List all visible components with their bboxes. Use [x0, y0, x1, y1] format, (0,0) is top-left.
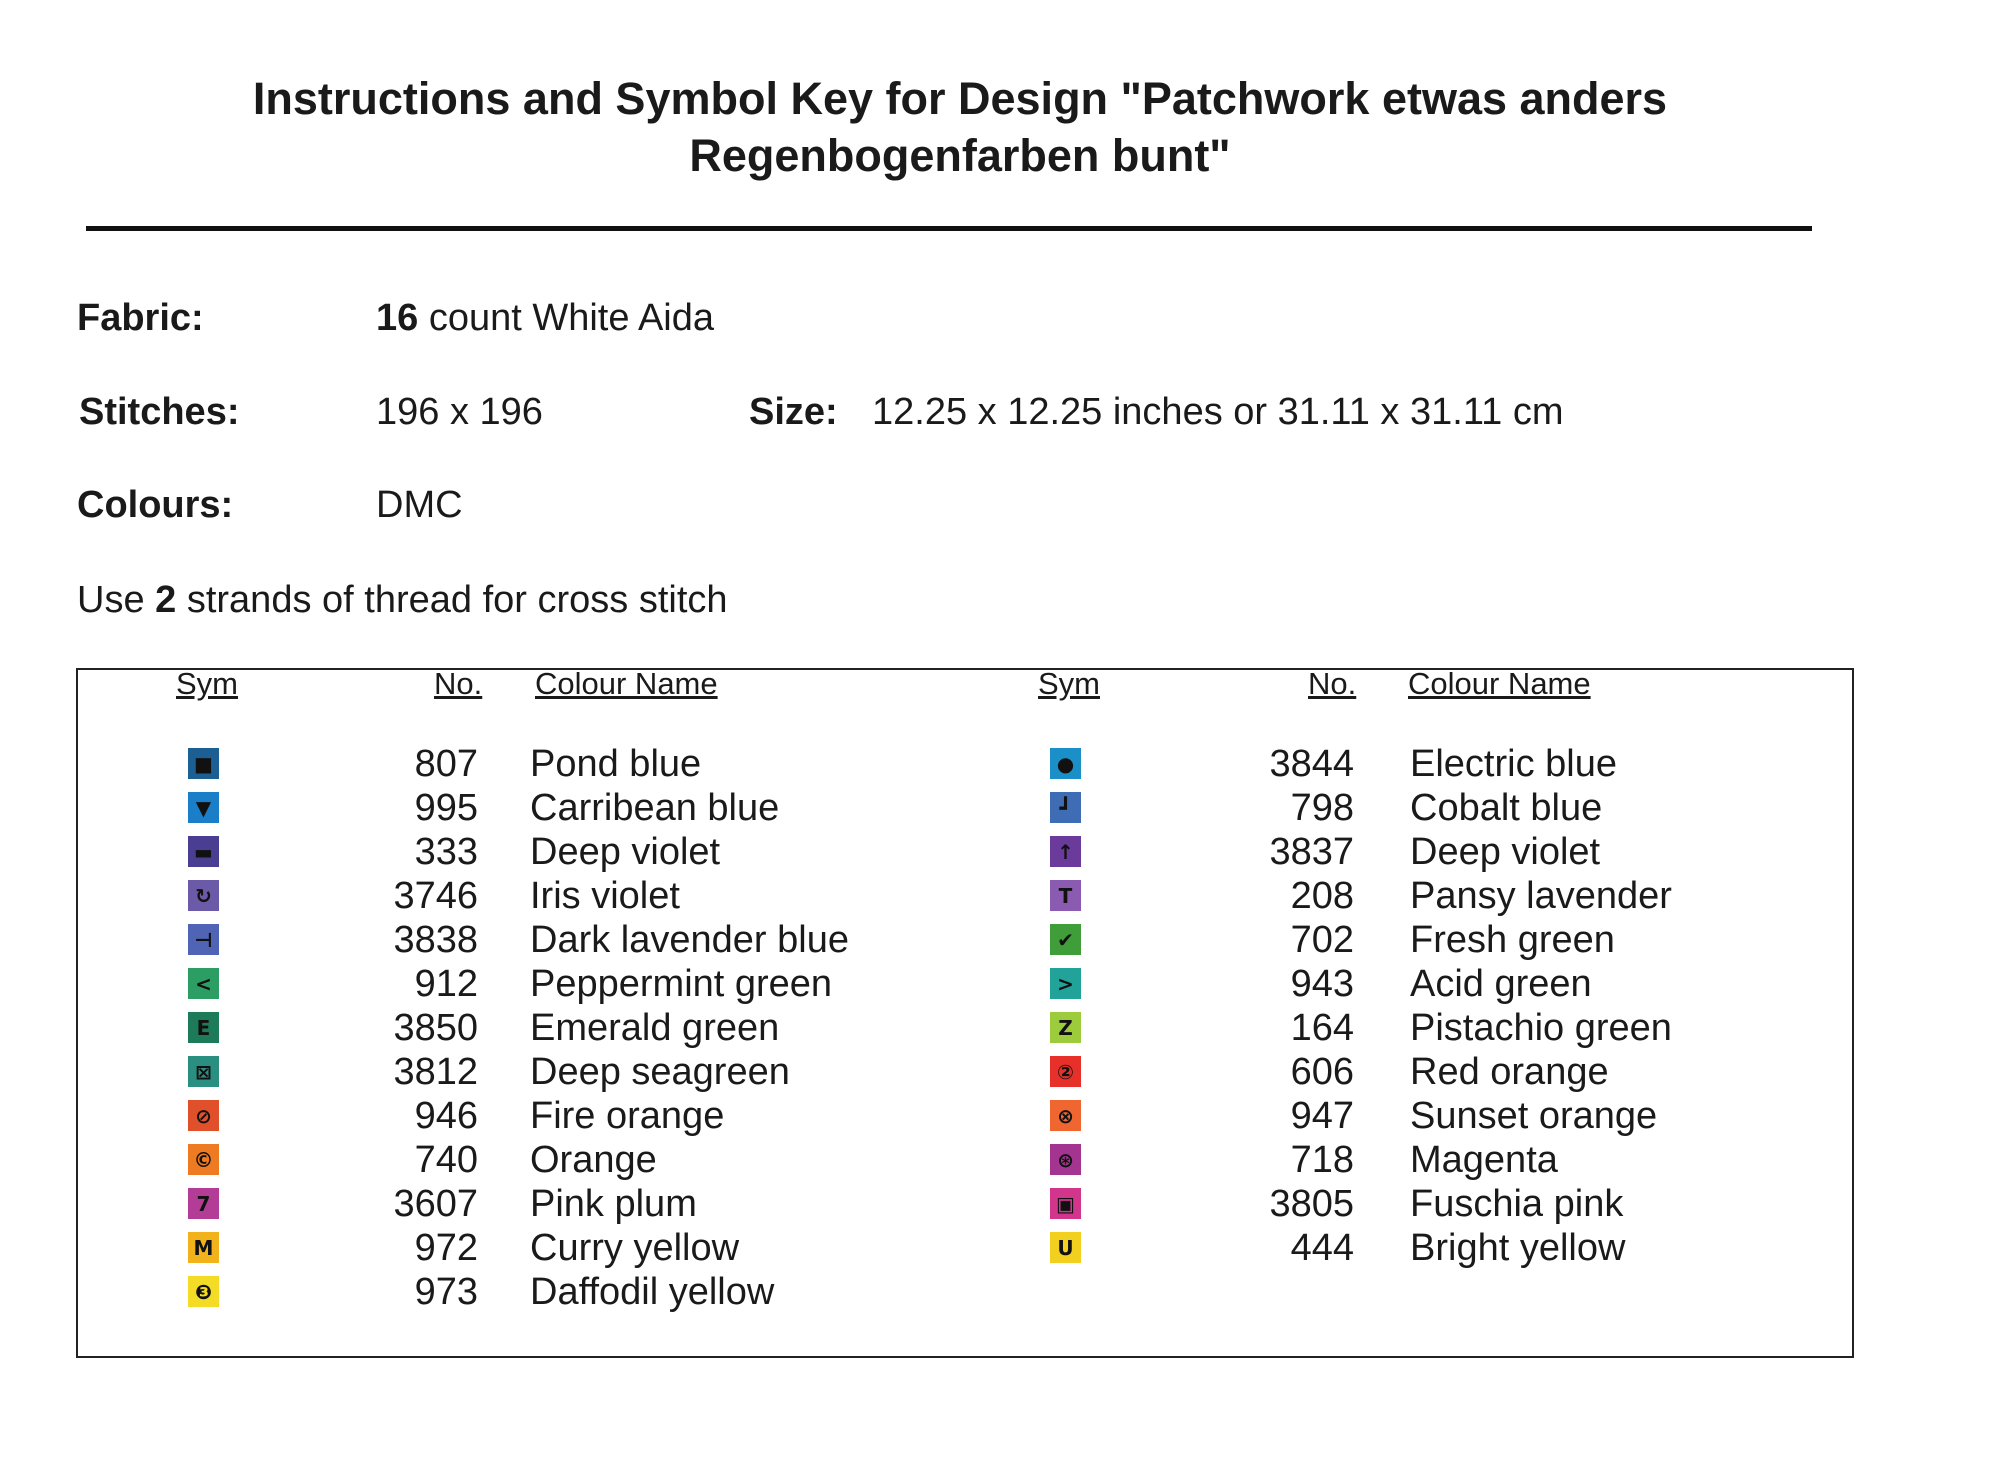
thread-number: 946 [414, 1095, 478, 1137]
colour-name: Pistachio green [1410, 1007, 1672, 1049]
thread-number: 3837 [1269, 831, 1354, 873]
thread-symbol-icon: ↻ [188, 880, 219, 911]
strands-pre: Use [77, 579, 156, 621]
thread-number: 333 [414, 831, 478, 873]
page-title [190, 70, 1730, 184]
colour-name: Sunset orange [1410, 1095, 1658, 1137]
thread-symbol-icon: ⊛ [1050, 1144, 1081, 1175]
colour-name: Pink plum [530, 1183, 697, 1225]
thread-number: 3812 [393, 1051, 478, 1093]
thread-number: 3838 [393, 919, 478, 961]
thread-symbol-icon: 7 [188, 1188, 219, 1219]
thread-symbol-icon: ▣ [1050, 1188, 1081, 1219]
fabric-label: Fabric: [77, 297, 204, 339]
thread-symbol-icon: ❸ [188, 1276, 219, 1307]
colour-name: Iris violet [530, 875, 680, 917]
thread-symbol-icon: E [188, 1012, 219, 1043]
thread-number: 973 [414, 1271, 478, 1313]
colour-name: Cobalt blue [1410, 787, 1603, 829]
thread-number: 3844 [1269, 743, 1354, 785]
colours-value: DMC [376, 484, 463, 526]
fabric-count: 16 [376, 297, 419, 339]
thread-number: 3850 [393, 1007, 478, 1049]
header-sym-right: Sym [1038, 666, 1100, 701]
thread-symbol-icon: ┛ [1050, 792, 1081, 823]
title-line-2: Regenbogenfarben bunt" [689, 130, 1231, 181]
thread-number: 444 [1290, 1227, 1354, 1269]
colour-name: Electric blue [1410, 743, 1617, 785]
thread-symbol-icon: ▼ [188, 792, 219, 823]
thread-symbol-icon: U [1050, 1232, 1081, 1263]
colour-name: Peppermint green [530, 963, 833, 1005]
header-name-right: Colour Name [1408, 666, 1591, 701]
fabric-value [376, 296, 714, 340]
colour-name: Carribean blue [530, 787, 780, 829]
thread-number: 3805 [1269, 1183, 1354, 1225]
title-line-1: Instructions and Symbol Key for Design "Patchwork etwas anders [252, 73, 1668, 124]
size-value: 12.25 x 12.25 inches or 31.11 x 31.11 cm [872, 391, 1564, 433]
strands-post: strands of thread for cross stitch [176, 579, 728, 621]
size-label: Size: [749, 391, 838, 433]
colour-name: Dark lavender blue [530, 919, 849, 961]
thread-number: 606 [1290, 1051, 1354, 1093]
thread-symbol-icon: M [188, 1232, 219, 1263]
header-no-right: No. [1308, 666, 1357, 701]
thread-symbol-icon: Z [1050, 1012, 1081, 1043]
colour-name: Fire orange [530, 1095, 725, 1137]
thread-symbol-icon: T [1050, 880, 1081, 911]
thread-number: 3607 [393, 1183, 478, 1225]
thread-symbol-icon: ⊗ [1050, 1100, 1081, 1131]
header-name-left: Colour Name [535, 666, 718, 701]
colour-name: Pond blue [530, 743, 702, 785]
thread-number: 943 [1290, 963, 1354, 1005]
strands-count: 2 [155, 579, 177, 621]
fabric-description: count White Aida [418, 297, 715, 339]
thread-number: 164 [1290, 1007, 1354, 1049]
colour-name: Deep violet [1410, 831, 1601, 873]
thread-symbol-icon: © [188, 1144, 219, 1175]
colour-name: Curry yellow [530, 1227, 740, 1269]
thread-symbol-icon: > [1050, 968, 1081, 999]
thread-number: 3746 [393, 875, 478, 917]
colour-name: Emerald green [530, 1007, 780, 1049]
thread-symbol-icon: ⊣ [188, 924, 219, 955]
title-divider [86, 226, 1812, 231]
colours-label: Colours: [77, 484, 234, 526]
thread-number: 995 [414, 787, 478, 829]
colour-name: Orange [530, 1139, 657, 1181]
thread-number: 702 [1290, 919, 1354, 961]
colour-name: Acid green [1410, 963, 1592, 1005]
colour-name: Pansy lavender [1410, 875, 1672, 917]
colour-name: Fresh green [1410, 919, 1615, 961]
colour-name: Bright yellow [1410, 1227, 1626, 1269]
colour-name: Magenta [1410, 1139, 1558, 1181]
thread-symbol-icon: ■ [188, 748, 219, 779]
thread-number: 740 [414, 1139, 478, 1181]
thread-symbol-icon: ▬ [188, 836, 219, 867]
stitches-value: 196 x 196 [376, 391, 543, 433]
thread-symbol-icon: ✔ [1050, 924, 1081, 955]
thread-number: 807 [414, 743, 478, 785]
header-sym-left: Sym [176, 666, 238, 701]
thread-number: 972 [414, 1227, 478, 1269]
thread-symbol-icon: ⊘ [188, 1100, 219, 1131]
thread-number: 947 [1290, 1095, 1354, 1137]
thread-number: 798 [1290, 787, 1354, 829]
strands-instruction [77, 578, 728, 622]
thread-symbol-icon: ● [1050, 748, 1081, 779]
thread-number: 208 [1290, 875, 1354, 917]
colour-name: Daffodil yellow [530, 1271, 775, 1313]
thread-number: 912 [414, 963, 478, 1005]
header-no-left: No. [434, 666, 483, 701]
stitches-label: Stitches: [79, 391, 240, 433]
thread-symbol-icon: ↑ [1050, 836, 1081, 867]
colour-name: Deep violet [530, 831, 721, 873]
thread-symbol-icon: < [188, 968, 219, 999]
thread-number: 718 [1290, 1139, 1354, 1181]
colour-name: Fuschia pink [1410, 1183, 1624, 1225]
colour-name: Red orange [1410, 1051, 1609, 1093]
thread-symbol-icon: ⊠ [188, 1056, 219, 1087]
thread-symbol-icon: ② [1050, 1056, 1081, 1087]
colour-name: Deep seagreen [530, 1051, 790, 1093]
